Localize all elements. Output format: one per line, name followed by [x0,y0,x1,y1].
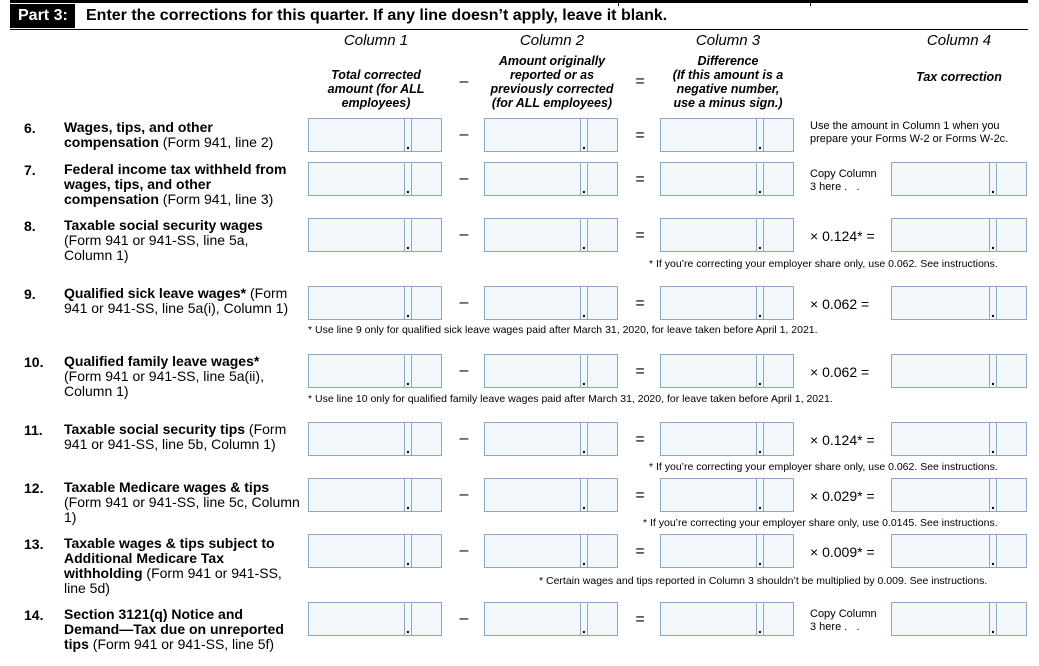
line-14-column-3-field[interactable] [660,602,794,636]
line-description-reference: (Form 941 or 941-SS, line 5a(ii), Column 1) [64,368,264,399]
minus-operator: – [459,170,469,187]
line-14-column-2-field[interactable] [484,602,618,636]
decimal-point: . [758,440,762,456]
rate-multiplier: × 0.124* = [810,228,875,244]
equals-operator: = [635,363,645,380]
minus-operator: – [459,362,469,379]
line-footnote: * If you’re correcting your employer share only, use 0.0145. See instructions. [643,517,998,529]
line-7-column-1-field[interactable] [308,162,442,196]
line-8-column-4-field[interactable] [891,218,1027,252]
decimal-point: . [406,304,410,320]
equals-operator: = [635,295,645,312]
part-divider [10,29,1028,30]
line-11-column-2-field[interactable] [484,422,618,456]
line-description [64,607,300,652]
equals-operator: = [635,543,645,560]
line-10-column-4-field[interactable] [891,354,1027,388]
line-13-column-2-field[interactable] [484,534,618,568]
line-12-column-3-field[interactable] [660,478,794,512]
line-13-column-4-field[interactable] [891,534,1027,568]
line-7-column-3-field[interactable] [660,162,794,196]
rate-multiplier: × 0.124* = [810,432,875,448]
line-9-column-2-field[interactable] [484,286,618,320]
decimal-point: . [406,372,410,388]
line-12-column-4-field[interactable] [891,478,1027,512]
line-description-reference: (Form 941 or 941-SS, line 5f) [88,636,275,652]
line-10-column-2-field[interactable] [484,354,618,388]
line-footnote: * Certain wages and tips reported in Column 3 shouldn’t be multiplied by 0.009. See instructions. [539,575,988,587]
column-4-description: Tax correction [916,70,1002,84]
minus-operator: – [459,542,469,559]
decimal-point: . [406,180,410,196]
column-3-heading: Column 3 [695,32,761,49]
line-description-bold: Section 3121(q) Notice and Demand—Tax due on unreported tips [64,606,284,652]
column-1-heading: Column 1 [343,32,409,49]
line-description [64,162,300,207]
line-13-column-1-field[interactable] [308,534,442,568]
line-description-reference: (Form 941 or 941-SS, line 5c, Column 1) [64,494,300,525]
decimal-point: . [582,372,586,388]
line-description-reference: (Form 941 or 941-SS, line 5a, Column 1) [64,232,249,263]
line-description-bold: Qualified family leave wages* [64,353,260,369]
line-11-column-4-field[interactable] [891,422,1027,456]
copy-column-3-label: Copy Column 3 here . . [810,608,877,633]
rate-multiplier: × 0.062 = [810,296,870,312]
line-description-reference: (Form 941 or 941-SS, line 5d) [64,565,282,596]
decimal-point: . [406,552,410,568]
rate-multiplier: × 0.062 = [810,364,870,380]
line-6-column-1-field[interactable] [308,118,442,152]
line-footnote: * Use line 9 only for qualified sick leave wages paid after March 31, 2020, for leave taken before April 1, 2021. [308,324,818,336]
line-description [64,286,300,316]
decimal-point: . [991,552,995,568]
decimal-point: . [758,552,762,568]
minus-operator: – [459,126,469,143]
column-3-description: Difference (If this amount is a negative number, use a minus sign.) [672,54,784,110]
header-equals: = [635,73,645,90]
line-10-column-3-field[interactable] [660,354,794,388]
line-description-bold: Qualified sick leave wages* [64,285,247,301]
line-8-column-3-field[interactable] [660,218,794,252]
line-number: 12. [24,480,44,496]
decimal-point: . [758,620,762,636]
line-description-reference: (Form 941, line 2) [158,134,274,150]
decimal-point: . [991,620,995,636]
line-13-column-3-field[interactable] [660,534,794,568]
line-number: 10. [24,354,44,370]
decimal-point: . [582,440,586,456]
line-14-column-4-field[interactable] [891,602,1027,636]
line-6-column-2-field[interactable] [484,118,618,152]
decimal-point: . [582,496,586,512]
line-8-column-2-field[interactable] [484,218,618,252]
line-8-column-1-field[interactable] [308,218,442,252]
decimal-point: . [582,304,586,320]
decimal-point: . [406,136,410,152]
line-12-column-2-field[interactable] [484,478,618,512]
decimal-point: . [991,180,995,196]
decimal-point: . [406,620,410,636]
decimal-point: . [991,304,995,320]
decimal-point: . [406,440,410,456]
decimal-point: . [758,236,762,252]
part-badge: Part 3: [10,4,75,28]
line-number: 14. [24,607,44,623]
line-number: 9. [24,286,36,302]
column-4-heading: Column 4 [926,32,992,49]
line-footnote: * If you’re correcting your employer share only, use 0.062. See instructions. [649,258,998,270]
line-9-column-3-field[interactable] [660,286,794,320]
decimal-point: . [582,180,586,196]
line-number: 8. [24,218,36,234]
decimal-point: . [582,620,586,636]
line-description-bold: Taxable social security tips [64,421,246,437]
column-4-instruction: Use the amount in Column 1 when you prepare your Forms W-2 or Forms W-2c. [810,120,1009,145]
line-description-bold: Wages, tips, and other compensation [64,119,213,150]
decimal-point: . [758,136,762,152]
decimal-point: . [991,440,995,456]
line-11-column-3-field[interactable] [660,422,794,456]
line-description-bold: Taxable social security wages [64,217,263,233]
equals-operator: = [635,611,645,628]
line-description-bold: Taxable Medicare wages & tips [64,479,270,495]
decimal-point: . [758,304,762,320]
line-description [64,354,300,399]
line-description-reference: (Form 941 or 941-SS, line 5a(i), Column 1) [64,285,289,316]
line-description-bold: Taxable wages & tips subject to Additional Medicare Tax withholding [64,535,275,581]
line-description [64,218,300,263]
line-description-reference: (Form 941, line 3) [158,191,274,207]
equals-operator: = [635,127,645,144]
line-10-column-1-field[interactable] [308,354,442,388]
line-9-column-1-field[interactable] [308,286,442,320]
header-tick [810,0,811,6]
line-7-column-4-field[interactable] [891,162,1027,196]
line-footnote: * Use line 10 only for qualified family leave wages paid after March 31, 2020, for leave taken before April 1, 2021. [308,393,833,405]
decimal-point: . [758,496,762,512]
decimal-point: . [991,236,995,252]
decimal-point: . [582,552,586,568]
line-description [64,480,300,525]
equals-operator: = [635,431,645,448]
line-description-reference: (Form 941 or 941-SS, line 5b, Column 1) [64,421,287,452]
decimal-point: . [406,236,410,252]
rate-multiplier: × 0.029* = [810,488,875,504]
decimal-point: . [991,496,995,512]
line-12-column-1-field[interactable] [308,478,442,512]
decimal-point: . [991,372,995,388]
copy-column-3-label: Copy Column 3 here . . [810,168,877,193]
line-9-column-4-field[interactable] [891,286,1027,320]
column-1-description: Total corrected amount (for ALL employees) [327,68,425,110]
minus-operator: – [459,610,469,627]
decimal-point: . [582,236,586,252]
line-number: 11. [24,422,43,438]
column-2-description: Amount originally reported or as previously corrected (for ALL employees) [490,54,614,110]
minus-operator: – [459,226,469,243]
line-6-column-3-field[interactable] [660,118,794,152]
line-14-column-1-field[interactable] [308,602,442,636]
line-description [64,422,300,452]
line-description [64,536,300,596]
line-footnote: * If you’re correcting your employer share only, use 0.062. See instructions. [649,461,998,473]
decimal-point: . [758,180,762,196]
equals-operator: = [635,487,645,504]
line-11-column-1-field[interactable] [308,422,442,456]
minus-operator: – [459,486,469,503]
line-7-column-2-field[interactable] [484,162,618,196]
equals-operator: = [635,171,645,188]
decimal-point: . [758,372,762,388]
line-description-bold: Federal income tax withheld from wages, tips, and other compensation [64,161,287,207]
part-title: Enter the corrections for this quarter. If any line doesn’t apply, leave it blank. [86,7,668,24]
rate-multiplier: × 0.009* = [810,544,875,560]
line-description [64,120,300,150]
minus-operator: – [459,430,469,447]
decimal-point: . [406,496,410,512]
line-number: 6. [24,120,36,136]
line-number: 7. [24,162,36,178]
decimal-point: . [582,136,586,152]
header-minus: – [459,73,469,90]
line-number: 13. [24,536,44,552]
minus-operator: – [459,294,469,311]
equals-operator: = [635,227,645,244]
column-2-heading: Column 2 [519,32,585,49]
